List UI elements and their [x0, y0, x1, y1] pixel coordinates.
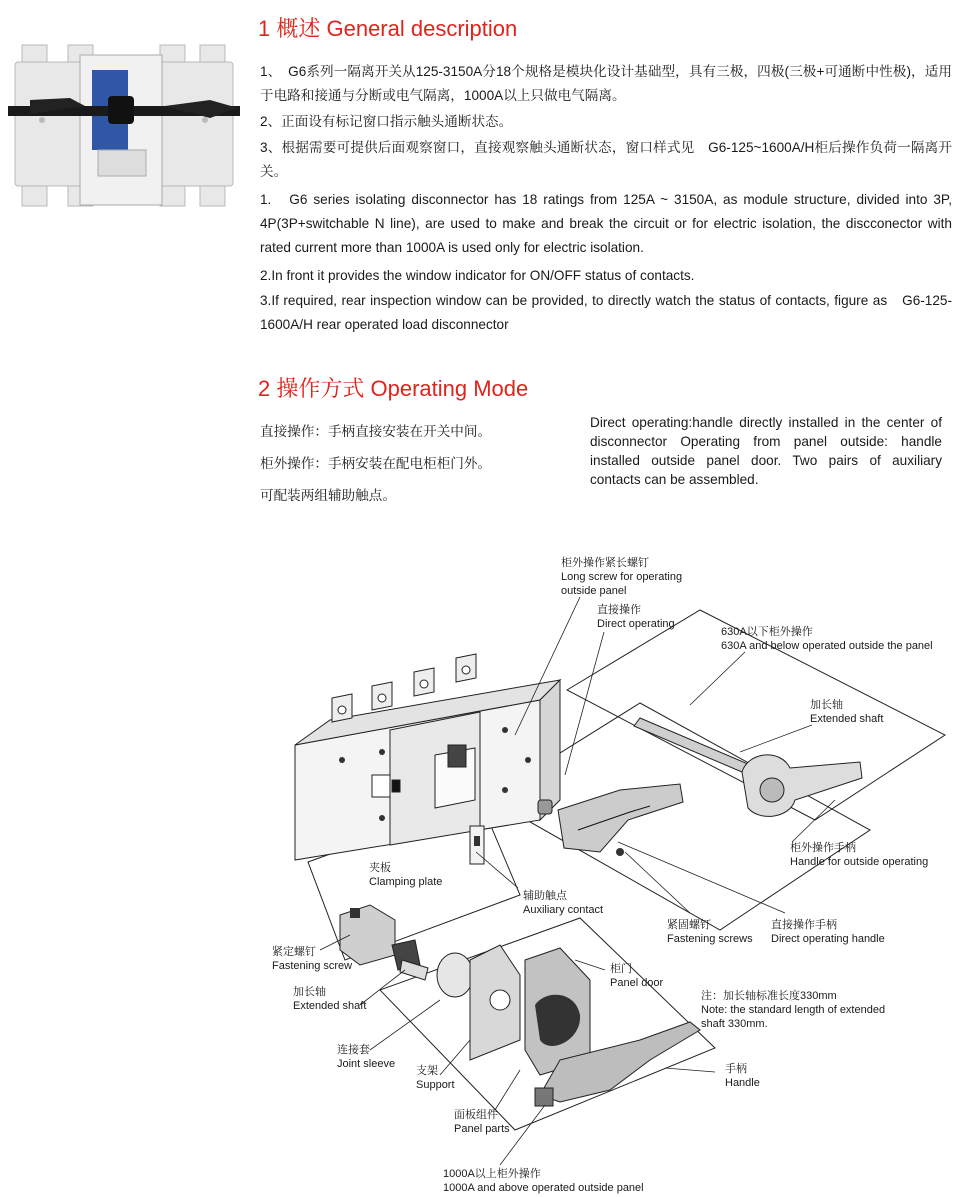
- en-para-3: 3.If required, rear inspection window can be provided, to directly watch the status of contacts, figure as G6-125-1600A/H rear operated load disconnector: [260, 293, 952, 332]
- label-line: Direct operating: [597, 618, 675, 630]
- zh-para-2: 2、正面设有标记窗口指示触头通断状态。: [260, 114, 513, 129]
- label-line: 支架: [416, 1065, 438, 1077]
- label-line: 紧定螺钉: [272, 946, 316, 958]
- label-line: 直接操作: [597, 604, 641, 616]
- en-para-1: 1. G6 series isolating disconnector has 18 ratings from 125A ~ 3150A, as module structure, divided into 3P, 4P(3P+switchable N line), are used to make and break the circuit or for electric isolation, the discconector with rated current more than 1000A is used only for electric isolation.: [260, 192, 952, 255]
- label-line: 面板组件: [454, 1109, 498, 1121]
- section-2-number: 2: [258, 376, 271, 401]
- label-line: Long screw for operating: [561, 571, 683, 583]
- label-line: 630A and below operated outside the panel: [721, 640, 933, 652]
- label-line: 连接套: [337, 1044, 370, 1056]
- label-line: Direct operating handle: [771, 933, 885, 945]
- label-line: 注：加长轴标准长度330mm: [701, 990, 837, 1002]
- label-line: Panel door: [610, 977, 664, 989]
- label-630a-below: [721, 625, 933, 653]
- label-line: 手柄: [725, 1063, 747, 1075]
- label-line: Support: [416, 1079, 455, 1091]
- en-para-2: 2.In front it provides the window indicator for ON/OFF status of contacts.: [260, 268, 695, 283]
- label-line: Fastening screw: [272, 960, 353, 972]
- label-line: Panel parts: [454, 1123, 510, 1135]
- label-auxiliary-contact: [523, 889, 603, 917]
- label-line: Fastening screws: [667, 933, 753, 945]
- label-1000a-above: [443, 1167, 644, 1195]
- label-line: 柜门: [610, 963, 632, 975]
- label-extended-shaft-left: [293, 985, 366, 1013]
- label-extended-shaft-top: [810, 698, 883, 726]
- label-line: 直接操作手柄: [771, 919, 837, 931]
- label-line: 紧固螺钉: [667, 919, 711, 931]
- label-line: 加长轴: [293, 986, 326, 998]
- label-line: 夹板: [369, 862, 391, 874]
- label-line: 1000A and above operated outside panel: [443, 1182, 644, 1194]
- label-line: Clamping plate: [369, 876, 443, 888]
- label-panel-door: [610, 962, 663, 990]
- section-1-number: 1: [258, 16, 271, 41]
- label-fastening-screw: [272, 945, 352, 973]
- label-line: 加长轴: [810, 699, 843, 711]
- zh-mode-3: 可配装两组辅助触点。: [260, 488, 396, 503]
- zh-mode-1: 直接操作：手柄直接安装在开关中间。: [260, 424, 492, 439]
- label-clamping-plate: [369, 861, 442, 889]
- label-line: 1000A以上柜外操作: [443, 1168, 541, 1180]
- label-line: 柜外操作手柄: [790, 842, 856, 854]
- section-2-title: 操作方式 Operating Mode: [276, 376, 529, 401]
- label-line: Joint sleeve: [337, 1058, 396, 1070]
- label-line: 柜外操作紧长螺钉: [561, 557, 649, 569]
- label-line: Auxiliary contact: [523, 904, 604, 916]
- label-line: Handle: [725, 1077, 760, 1089]
- label-fastening-screws: [667, 918, 753, 946]
- label-note: [701, 989, 885, 1031]
- en-mode: Direct operating:handle directly installed in the center of disconnector Operating from panel outside: handle installed outside panel door. Two pairs of auxiliary contacts can be assembled.: [590, 415, 942, 487]
- label-line: Note: the standard length of extended: [701, 1004, 886, 1016]
- label-line: Handle for outside operating: [790, 856, 929, 868]
- label-line: Extended shaft: [810, 713, 884, 725]
- label-joint-sleeve: [337, 1043, 395, 1071]
- label-support: [416, 1064, 455, 1092]
- zh-mode-2: 柜外操作：手柄安装在配电柜柜门外。: [260, 456, 492, 471]
- label-direct-operating: [597, 603, 675, 631]
- zh-para-1: 1、 G6系列一隔离开关从125-3150A分18个规格是模块化设计基础型，具有三极，四极(三极+可通断中性极)，适用于电路和接通与分断或电气隔离，1000A以上只做电气隔离。: [260, 64, 952, 103]
- zh-para-3: 3、根据需要可提供后面观察窗口，直接观察触头通断状态，窗口样式见 G6-125~1600A/H柜后操作负荷一隔离开关。: [260, 140, 952, 179]
- label-handle: [725, 1062, 760, 1090]
- label-line: 辅助触点: [523, 890, 567, 902]
- label-line: shaft 330mm.: [701, 1018, 768, 1030]
- label-direct-handle: [771, 918, 885, 946]
- label-outside-handle: [790, 841, 928, 869]
- label-long-screw: [561, 556, 682, 598]
- label-line: 630A以下柜外操作: [721, 626, 813, 638]
- label-line: outside panel: [561, 585, 627, 597]
- label-line: Extended shaft: [293, 1000, 367, 1012]
- section-1-title: 概述 General description: [276, 16, 518, 41]
- label-panel-parts: [454, 1108, 510, 1136]
